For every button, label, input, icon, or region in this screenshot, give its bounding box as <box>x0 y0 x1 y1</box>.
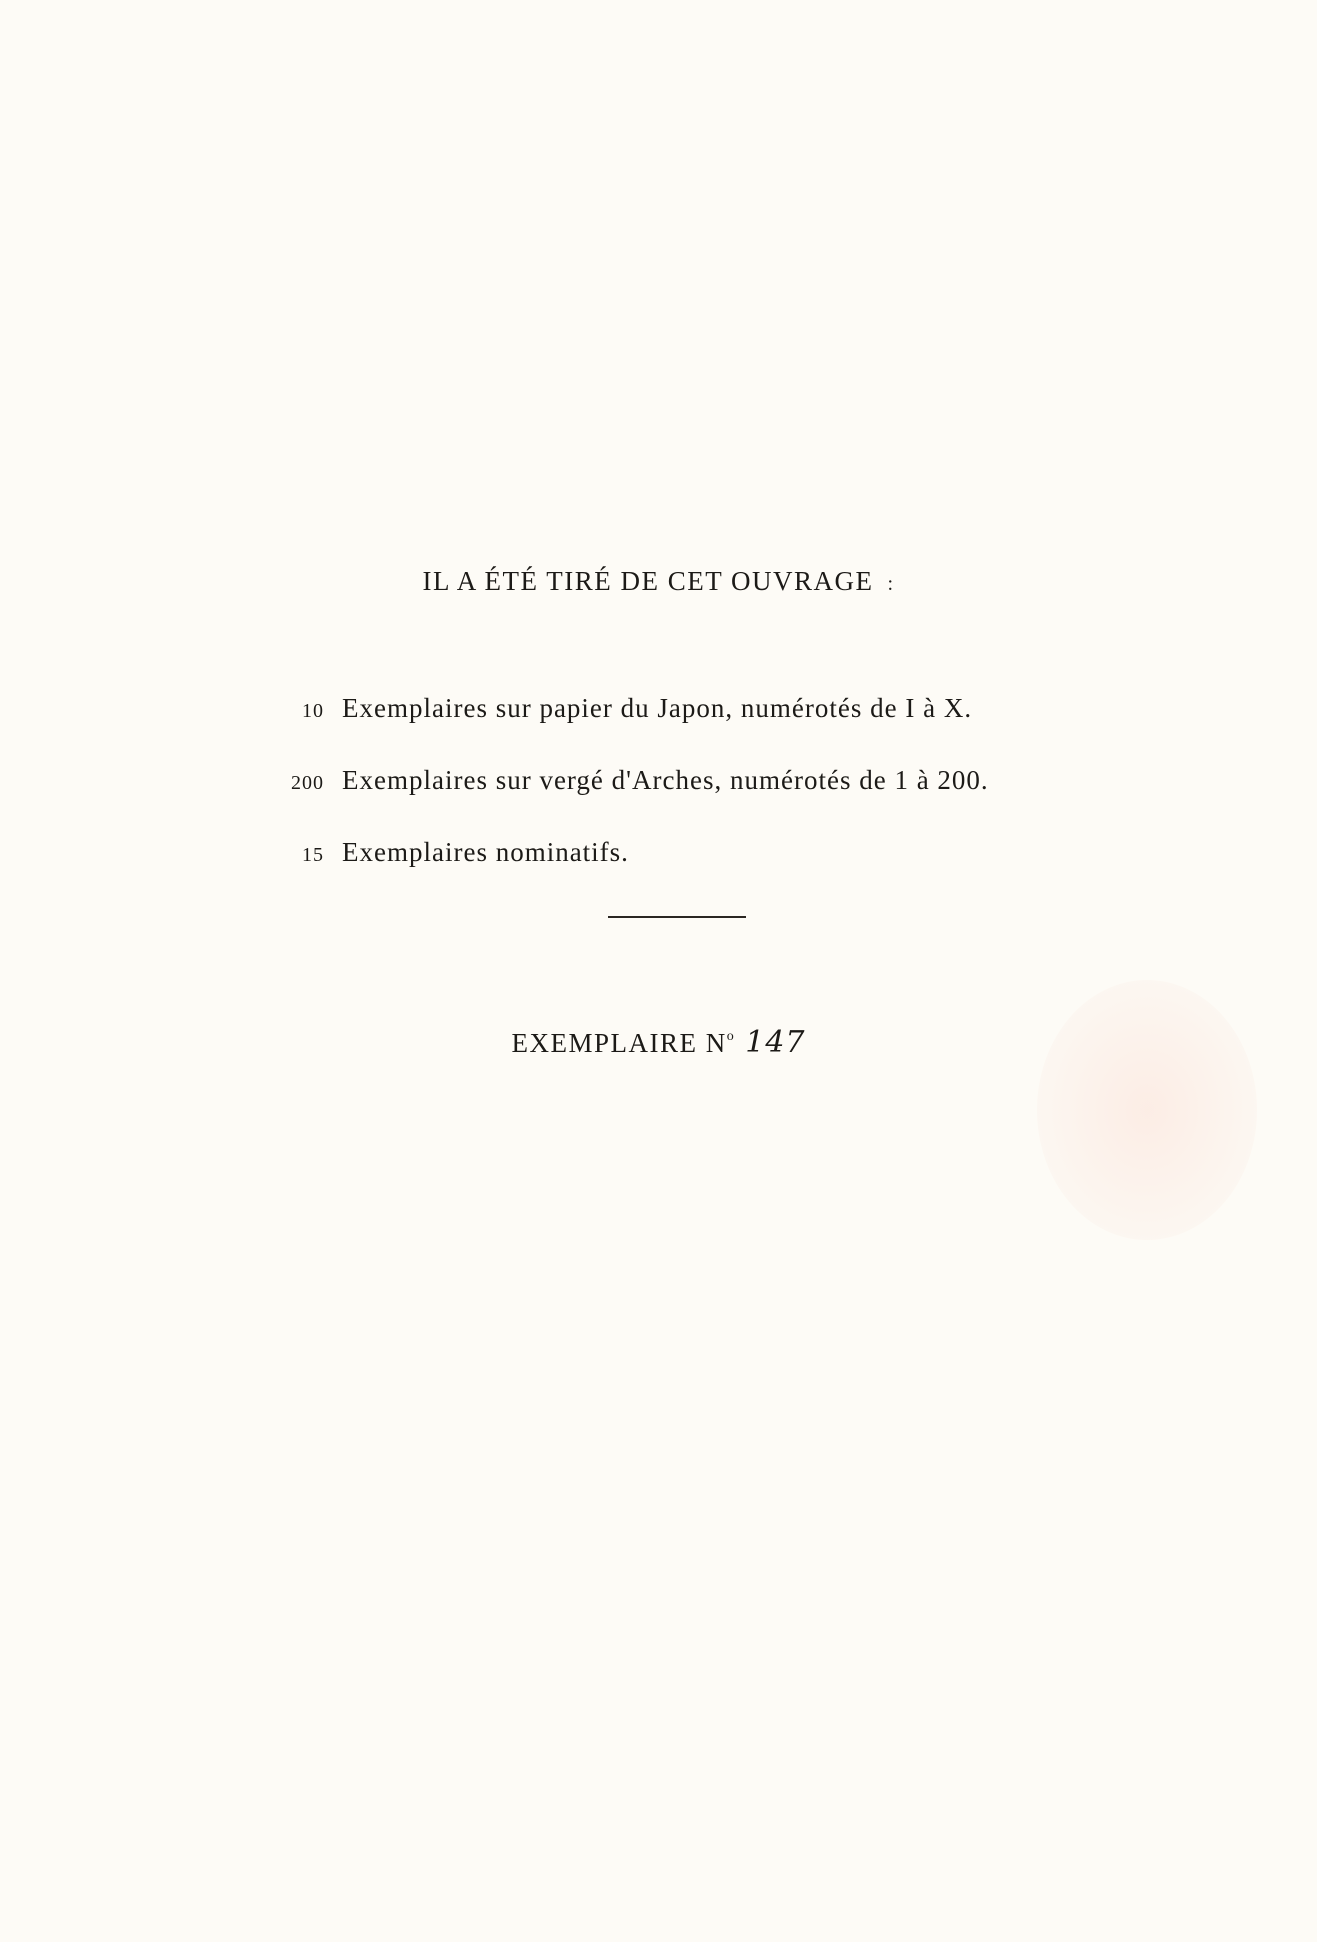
edition-count: 15 <box>302 844 324 866</box>
heading-text: IL A ÉTÉ TIRÉ DE CET OUVRAGE <box>422 566 874 596</box>
edition-count: 10 <box>302 700 324 722</box>
copy-number <box>0 1025 1317 1060</box>
edition-description: Exemplaires sur papier du Japon, numérotés de I à X. <box>342 693 973 723</box>
edition-line <box>264 765 989 796</box>
colophon-heading <box>0 566 1317 597</box>
edition-description: Exemplaires sur vergé d'Arches, numérotés de 1 à 200. <box>342 765 989 795</box>
edition-count: 200 <box>291 772 324 794</box>
edition-line <box>264 837 629 868</box>
paper-stain <box>1037 980 1257 1240</box>
edition-line <box>264 693 972 724</box>
edition-description: Exemplaires nominatifs. <box>342 837 629 867</box>
divider-rule <box>608 916 746 918</box>
copy-handwritten-number: 147 <box>745 1025 806 1060</box>
copy-superscript: o <box>726 1029 736 1044</box>
heading-colon: : <box>887 573 895 595</box>
copy-label: EXEMPLAIRE N <box>511 1028 727 1058</box>
